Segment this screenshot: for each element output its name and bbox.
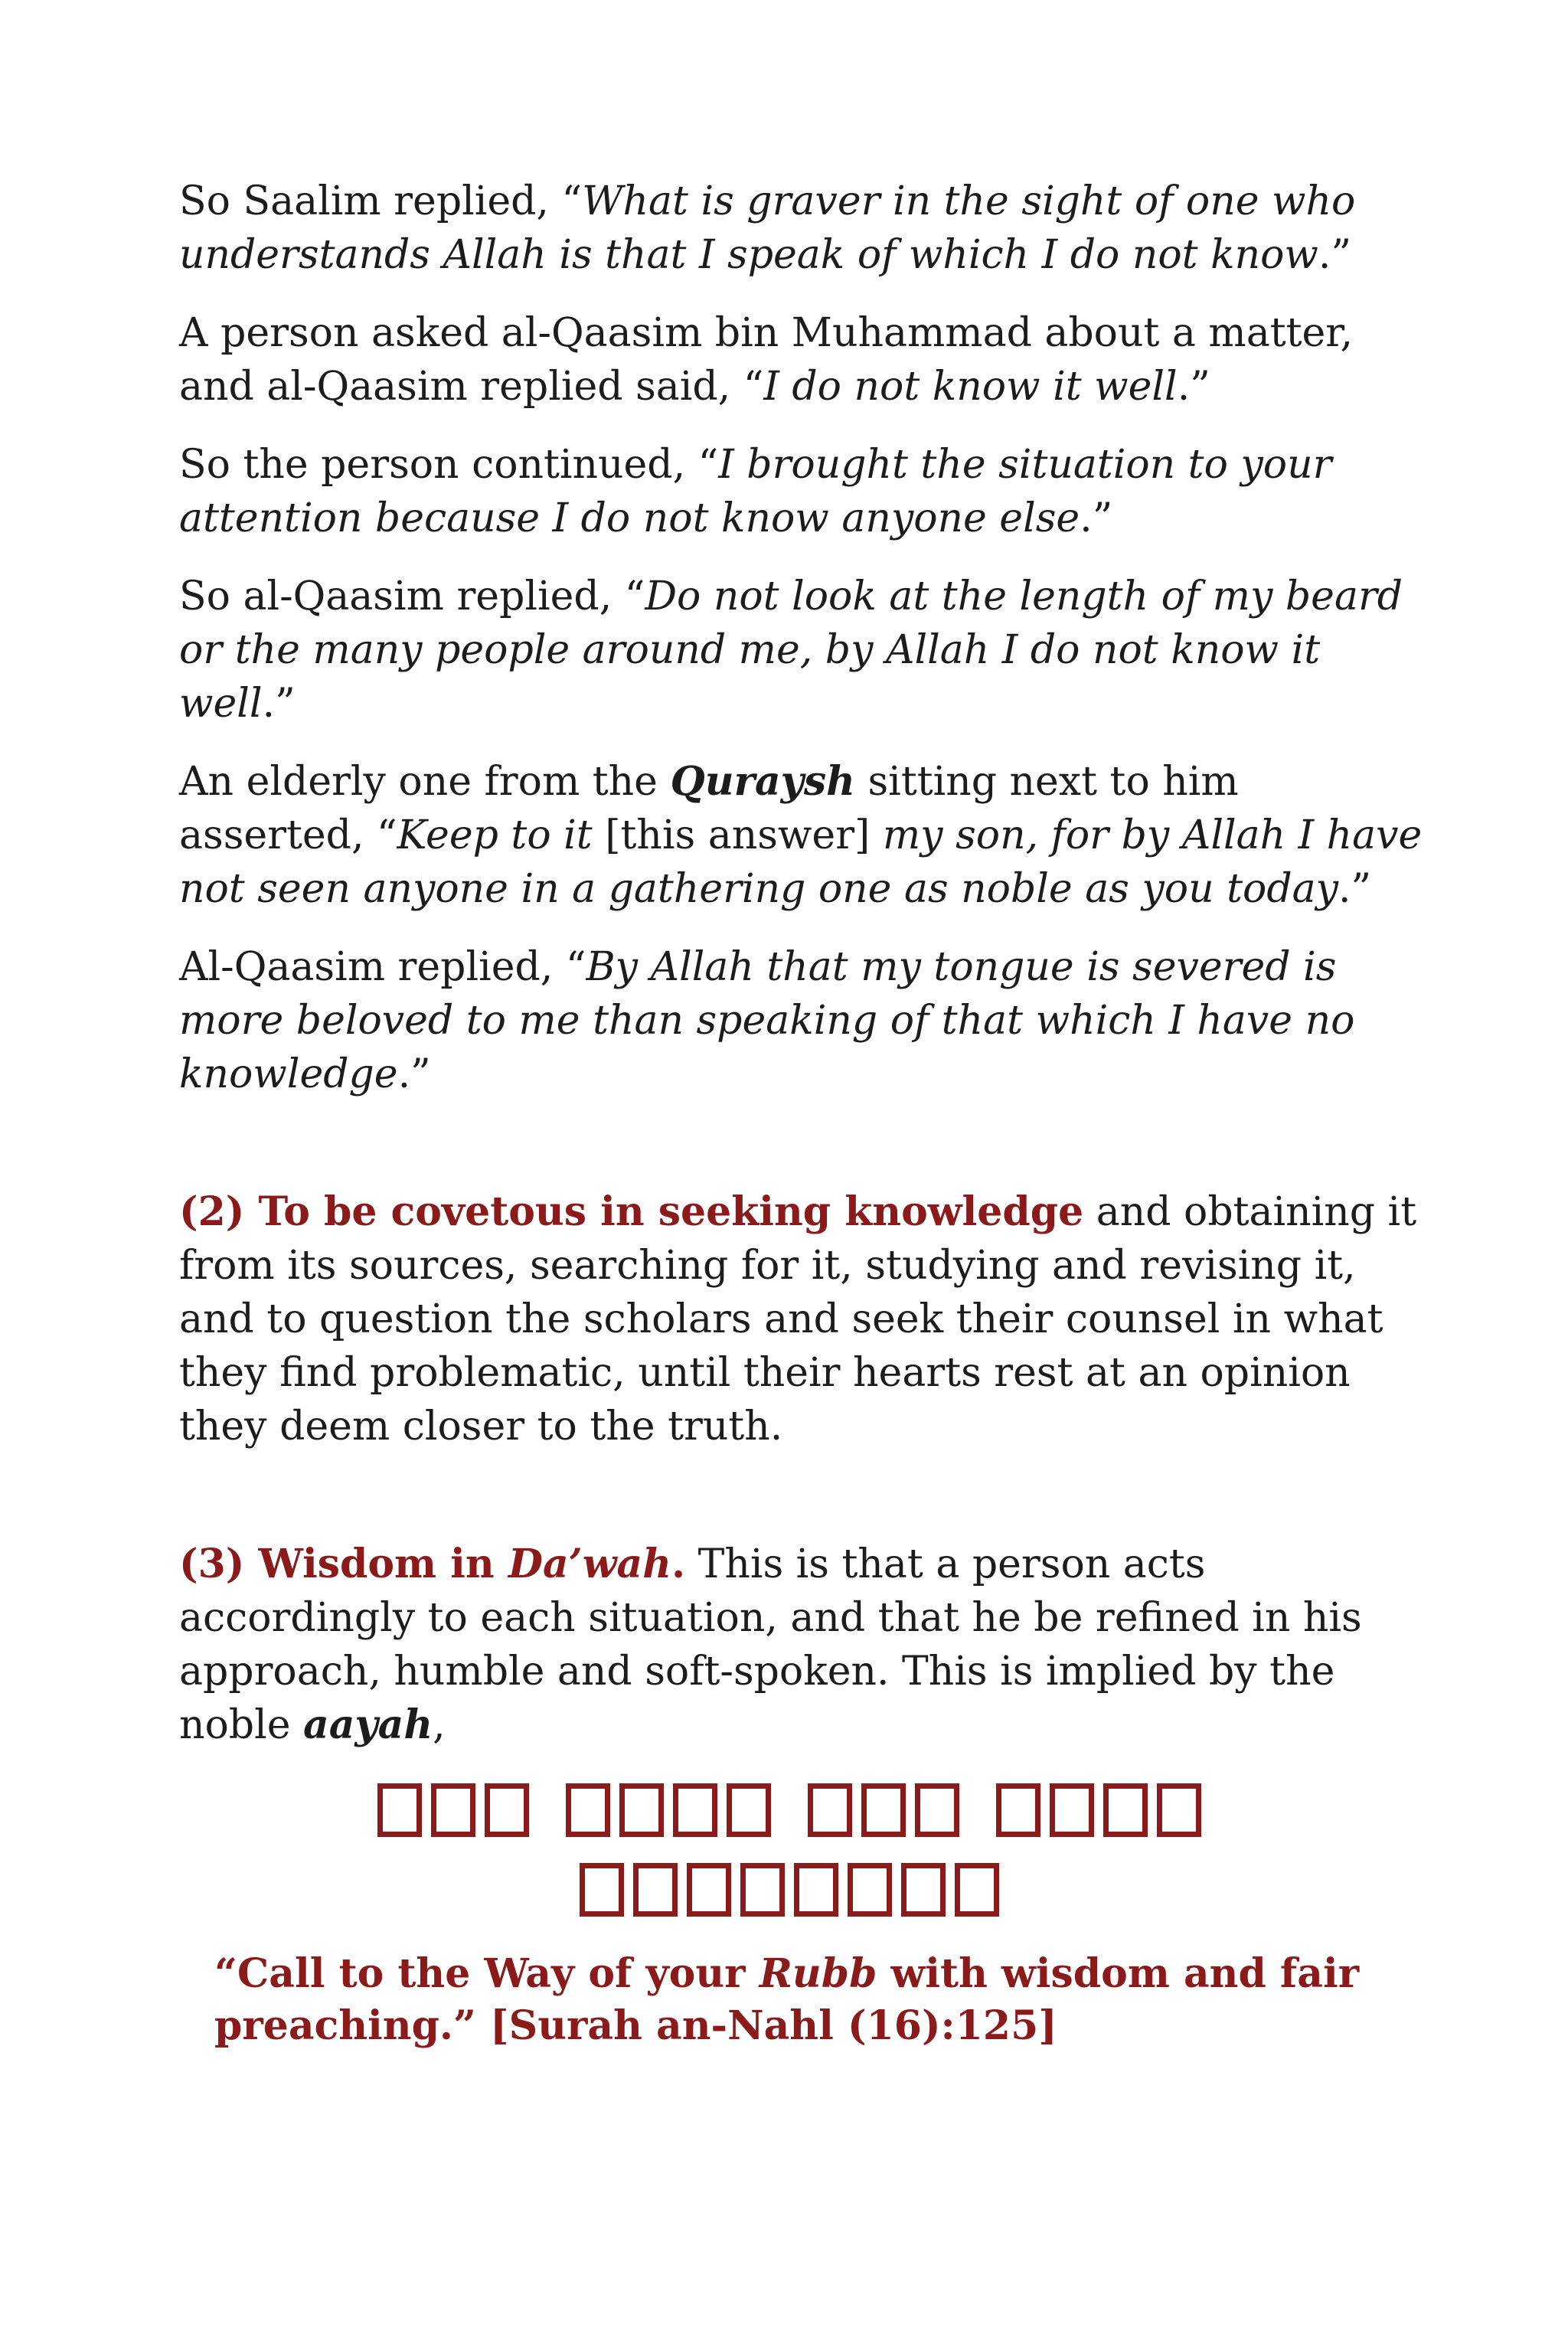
- arabic-verse-line-2: [149, 1845, 1430, 1925]
- punctuation: ,: [433, 1702, 446, 1748]
- missing-glyph-box: [580, 1863, 624, 1917]
- term-rubb: Rubb: [759, 1950, 877, 1997]
- verse-translation: [214, 1948, 1430, 2052]
- section-3-heading: (3) Wisdom in: [179, 1541, 508, 1587]
- arabic-verse-line-1: [149, 1766, 1430, 1845]
- quote-text: my son, for by Allah I have not seen anyone in a gathering one as noble as you today: [179, 812, 1423, 912]
- missing-glyph-box: [485, 1783, 529, 1837]
- missing-glyph-box: [566, 1783, 610, 1837]
- section-2-heading: (2) To be covetous in seeking knowledge: [179, 1188, 1084, 1235]
- paragraph-person-asked: [179, 306, 1430, 413]
- quote-text: I do not know it well: [763, 364, 1178, 410]
- quote-close: .”: [1318, 232, 1352, 278]
- paragraph-person-continued: [179, 438, 1430, 545]
- paragraph-text: An elderly one from the: [179, 759, 671, 805]
- missing-glyph-box: [848, 1863, 892, 1917]
- paragraph-text: So Saalim replied, “: [179, 178, 583, 224]
- missing-glyph-box: [673, 1783, 717, 1837]
- section-3-heading-period: .: [671, 1541, 686, 1587]
- missing-glyph-box: [955, 1863, 999, 1917]
- quote-close: .”: [1080, 495, 1113, 541]
- missing-glyph-box: [861, 1783, 906, 1837]
- quote-text: Keep to it: [397, 812, 593, 858]
- section-2-body: and obtaining it from its sources, searching for it, studying and revising it, and to question the scholars and seek their counsel in what they find problematic, until their hearts rest at an opinion they deem closer to the truth.: [179, 1189, 1417, 1450]
- missing-glyph-box: [633, 1863, 678, 1917]
- paragraph-text: A person asked al-Qaasim bin Muhammad about a matter, and al-Qaasim replied said, “: [179, 310, 1353, 410]
- translation-text: “Call to the Way of your: [214, 1950, 760, 1997]
- term-aayah: aayah: [303, 1701, 433, 1748]
- section-2-paragraph: [179, 1185, 1430, 1453]
- section-3-paragraph: [179, 1538, 1430, 1752]
- quote-text: By Allah that my tongue is severed is more beloved to me than speaking of that which I have no knowledge: [179, 944, 1355, 1097]
- section-3-body: This is that a person acts accordingly to each situation, and that he be refined in his approach, humble and soft-spoken. This is implied by the noble: [179, 1541, 1362, 1748]
- missing-glyph-box: [901, 1863, 946, 1917]
- missing-glyph-box: [996, 1783, 1040, 1837]
- missing-glyph-box: [727, 1783, 771, 1837]
- paragraph-text: So the person continued, “: [179, 442, 719, 488]
- missing-glyph-box: [740, 1863, 785, 1917]
- missing-glyph-box: [1157, 1783, 1201, 1837]
- missing-glyph-box: [1050, 1783, 1094, 1837]
- missing-glyph-box: [808, 1783, 852, 1837]
- missing-glyph-box: [915, 1783, 959, 1837]
- translation-citation: with wisdom and fair preaching.” [Surah an-Nahl (16):125]: [214, 1950, 1360, 2049]
- missing-glyph-box: [431, 1783, 475, 1837]
- missing-glyph-box: [794, 1863, 838, 1917]
- paragraph-text: sitting next to him asserted, “: [179, 759, 1239, 858]
- paragraph-saalim: [179, 175, 1430, 282]
- missing-glyph-box: [619, 1783, 664, 1837]
- paragraph-quraysh-elder: [179, 755, 1430, 916]
- term-dawah: Da’wah: [508, 1541, 671, 1587]
- quote-close: .”: [262, 681, 296, 727]
- paragraph-text: Al-Qaasim replied, “: [179, 944, 586, 990]
- term-quraysh: Quraysh: [670, 758, 855, 805]
- missing-glyph-box: [377, 1783, 422, 1837]
- missing-glyph-box: [1103, 1783, 1148, 1837]
- quote-close: .”: [397, 1051, 431, 1097]
- quote-close: .”: [1338, 866, 1372, 912]
- paragraph-text: So al-Qaasim replied, “: [179, 574, 645, 619]
- quote-text: I brought the situation to your attention because I do not know anyone else: [179, 442, 1332, 541]
- paragraph-qaasim-final: [179, 940, 1430, 1101]
- quote-close: .”: [1177, 364, 1210, 410]
- quote-text: Do not look at the length of my beard or the many people around me, by Allah I do not know it well: [179, 574, 1403, 727]
- arabic-verse: [149, 1766, 1430, 1925]
- bracket-note: [this answer]: [592, 812, 883, 858]
- quote-text: What is graver in the sight of one who understands Allah is that I speak of which I do not know: [179, 178, 1356, 278]
- missing-glyph-box: [687, 1863, 731, 1917]
- paragraph-qaasim-replied: [179, 570, 1430, 730]
